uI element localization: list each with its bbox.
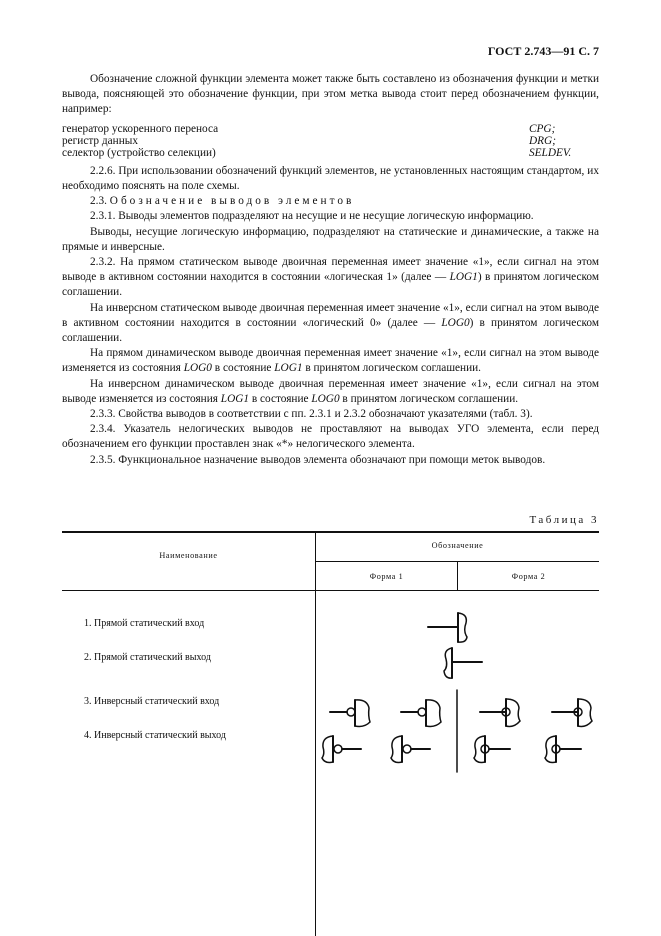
- example-code: SELDEV.: [529, 147, 572, 160]
- header-name: Наименование: [159, 551, 218, 560]
- paragraph-2-3-1-cont: Выводы, несущие логическую информацию, подразделяют на статические и динамические, а также на прямые и инверсные.: [62, 225, 599, 253]
- code-term: LOG0: [311, 392, 340, 405]
- page-header: ГОСТ 2.743—91 С. 7: [487, 44, 599, 58]
- header-designation: Обозначение: [431, 541, 484, 550]
- inverse-static-output-symbol: [545, 736, 581, 763]
- code-term: LOG0: [183, 362, 212, 375]
- code-term: LOG1: [220, 392, 250, 405]
- paragraph-2-3-1: 2.3.1. Выводы элементов подразделяют на несущие и не несущие логическую информацию.: [90, 210, 534, 223]
- direct-static-input-symbol: [428, 613, 467, 642]
- row-label: 3. Инверсный статический вход: [84, 696, 220, 707]
- code-term: LOG1: [449, 271, 478, 284]
- example-label: регистр данных: [62, 135, 138, 148]
- example-code: DRG;: [529, 135, 556, 148]
- row-label: 2. Прямой статический выход: [84, 652, 211, 663]
- text-run: На прямом динамическом выводе двоичная переменная имеет значение «1», если сигнал на этом выводе изменяется из состояния: [62, 347, 599, 375]
- text-run: в принятом логическом соглашении.: [342, 392, 519, 405]
- row-label: 4. Инверсный статический выход: [84, 730, 226, 741]
- inverse-static-input-symbol: [330, 700, 370, 727]
- code-term: LOG0: [441, 316, 470, 329]
- code-term: LOG1: [274, 362, 303, 375]
- example-label: селектор (устройство селекции): [62, 147, 216, 160]
- section-number: 2.3.: [90, 195, 107, 208]
- paragraph-2-3-4: 2.3.4. Указатель нелогических выводов не проставляют на выводах УГО элемента, если перед обозначением его функции проставлен знак «*» нелогического элемента.: [62, 423, 599, 451]
- inverse-static-output-symbol: [322, 736, 361, 763]
- text-run: в состояние: [251, 392, 309, 405]
- intro-paragraph: Обозначение сложной функции элемента может также быть составлено из обозначения функции и метки вывода, поясняющей это обозначение функции, при этом метка вывода стоит перед обозначением функции, например:: [62, 73, 599, 116]
- header-form-2: Форма 2: [511, 572, 546, 581]
- inverse-static-output-symbol: [474, 736, 510, 763]
- inverse-static-input-symbol: [552, 699, 592, 726]
- header-form-1: Форма 1: [369, 572, 404, 581]
- example-code: CPG;: [529, 122, 556, 135]
- section-title: Обозначение выводов элементов: [109, 195, 355, 208]
- text-run: 2.3.2. На прямом статическом выводе двоичная переменная имеет значение «1», если сигнал на этом выводе в активном состоянии находится в состоянии «логическая 1» (далее —: [62, 256, 599, 284]
- direct-static-output-symbol: [444, 648, 482, 678]
- text-run: На инверсном динамическом выводе двоичная переменная имеет значение «1», если сигнал на этом выводе изменяется из состояния: [62, 377, 599, 405]
- inverse-static-input-symbol: [480, 699, 520, 726]
- paragraph-2-2-6: 2.2.6. При использовании обозначений функций элементов, не установленных настоящим стандартом, их необходимо пояснять на поле схемы.: [62, 164, 599, 193]
- row-label: 1. Прямой статический вход: [84, 618, 205, 629]
- text-run: в принятом логическом соглашении.: [305, 362, 481, 375]
- text-run: в состояние: [214, 362, 272, 375]
- paragraph-2-3-3: 2.3.3. Свойства выводов в соответствии с пп. 2.3.1 и 2.3.2 обозначают указателями (табл. 3).: [90, 408, 533, 421]
- inverse-static-input-symbol: [401, 700, 441, 727]
- table-caption: Таблица 3: [529, 514, 599, 526]
- example-label: генератор ускоренного переноса: [62, 122, 219, 135]
- text-run: На инверсном статическом выводе двоичная переменная имеет значение «1», если сигнал на этом выводе в активном состоянии находится в состоянии «логический 0» (далее —: [62, 301, 599, 329]
- text-run: ) в принятом логическом соглашении.: [62, 271, 599, 299]
- paragraph-2-3-5: 2.3.5. Функциональное назначение выводов элемента обозначают при помощи меток выводов.: [90, 453, 546, 466]
- inverse-static-output-symbol: [391, 736, 430, 763]
- text-run: ) в принятом логическом соглашении.: [62, 316, 600, 345]
